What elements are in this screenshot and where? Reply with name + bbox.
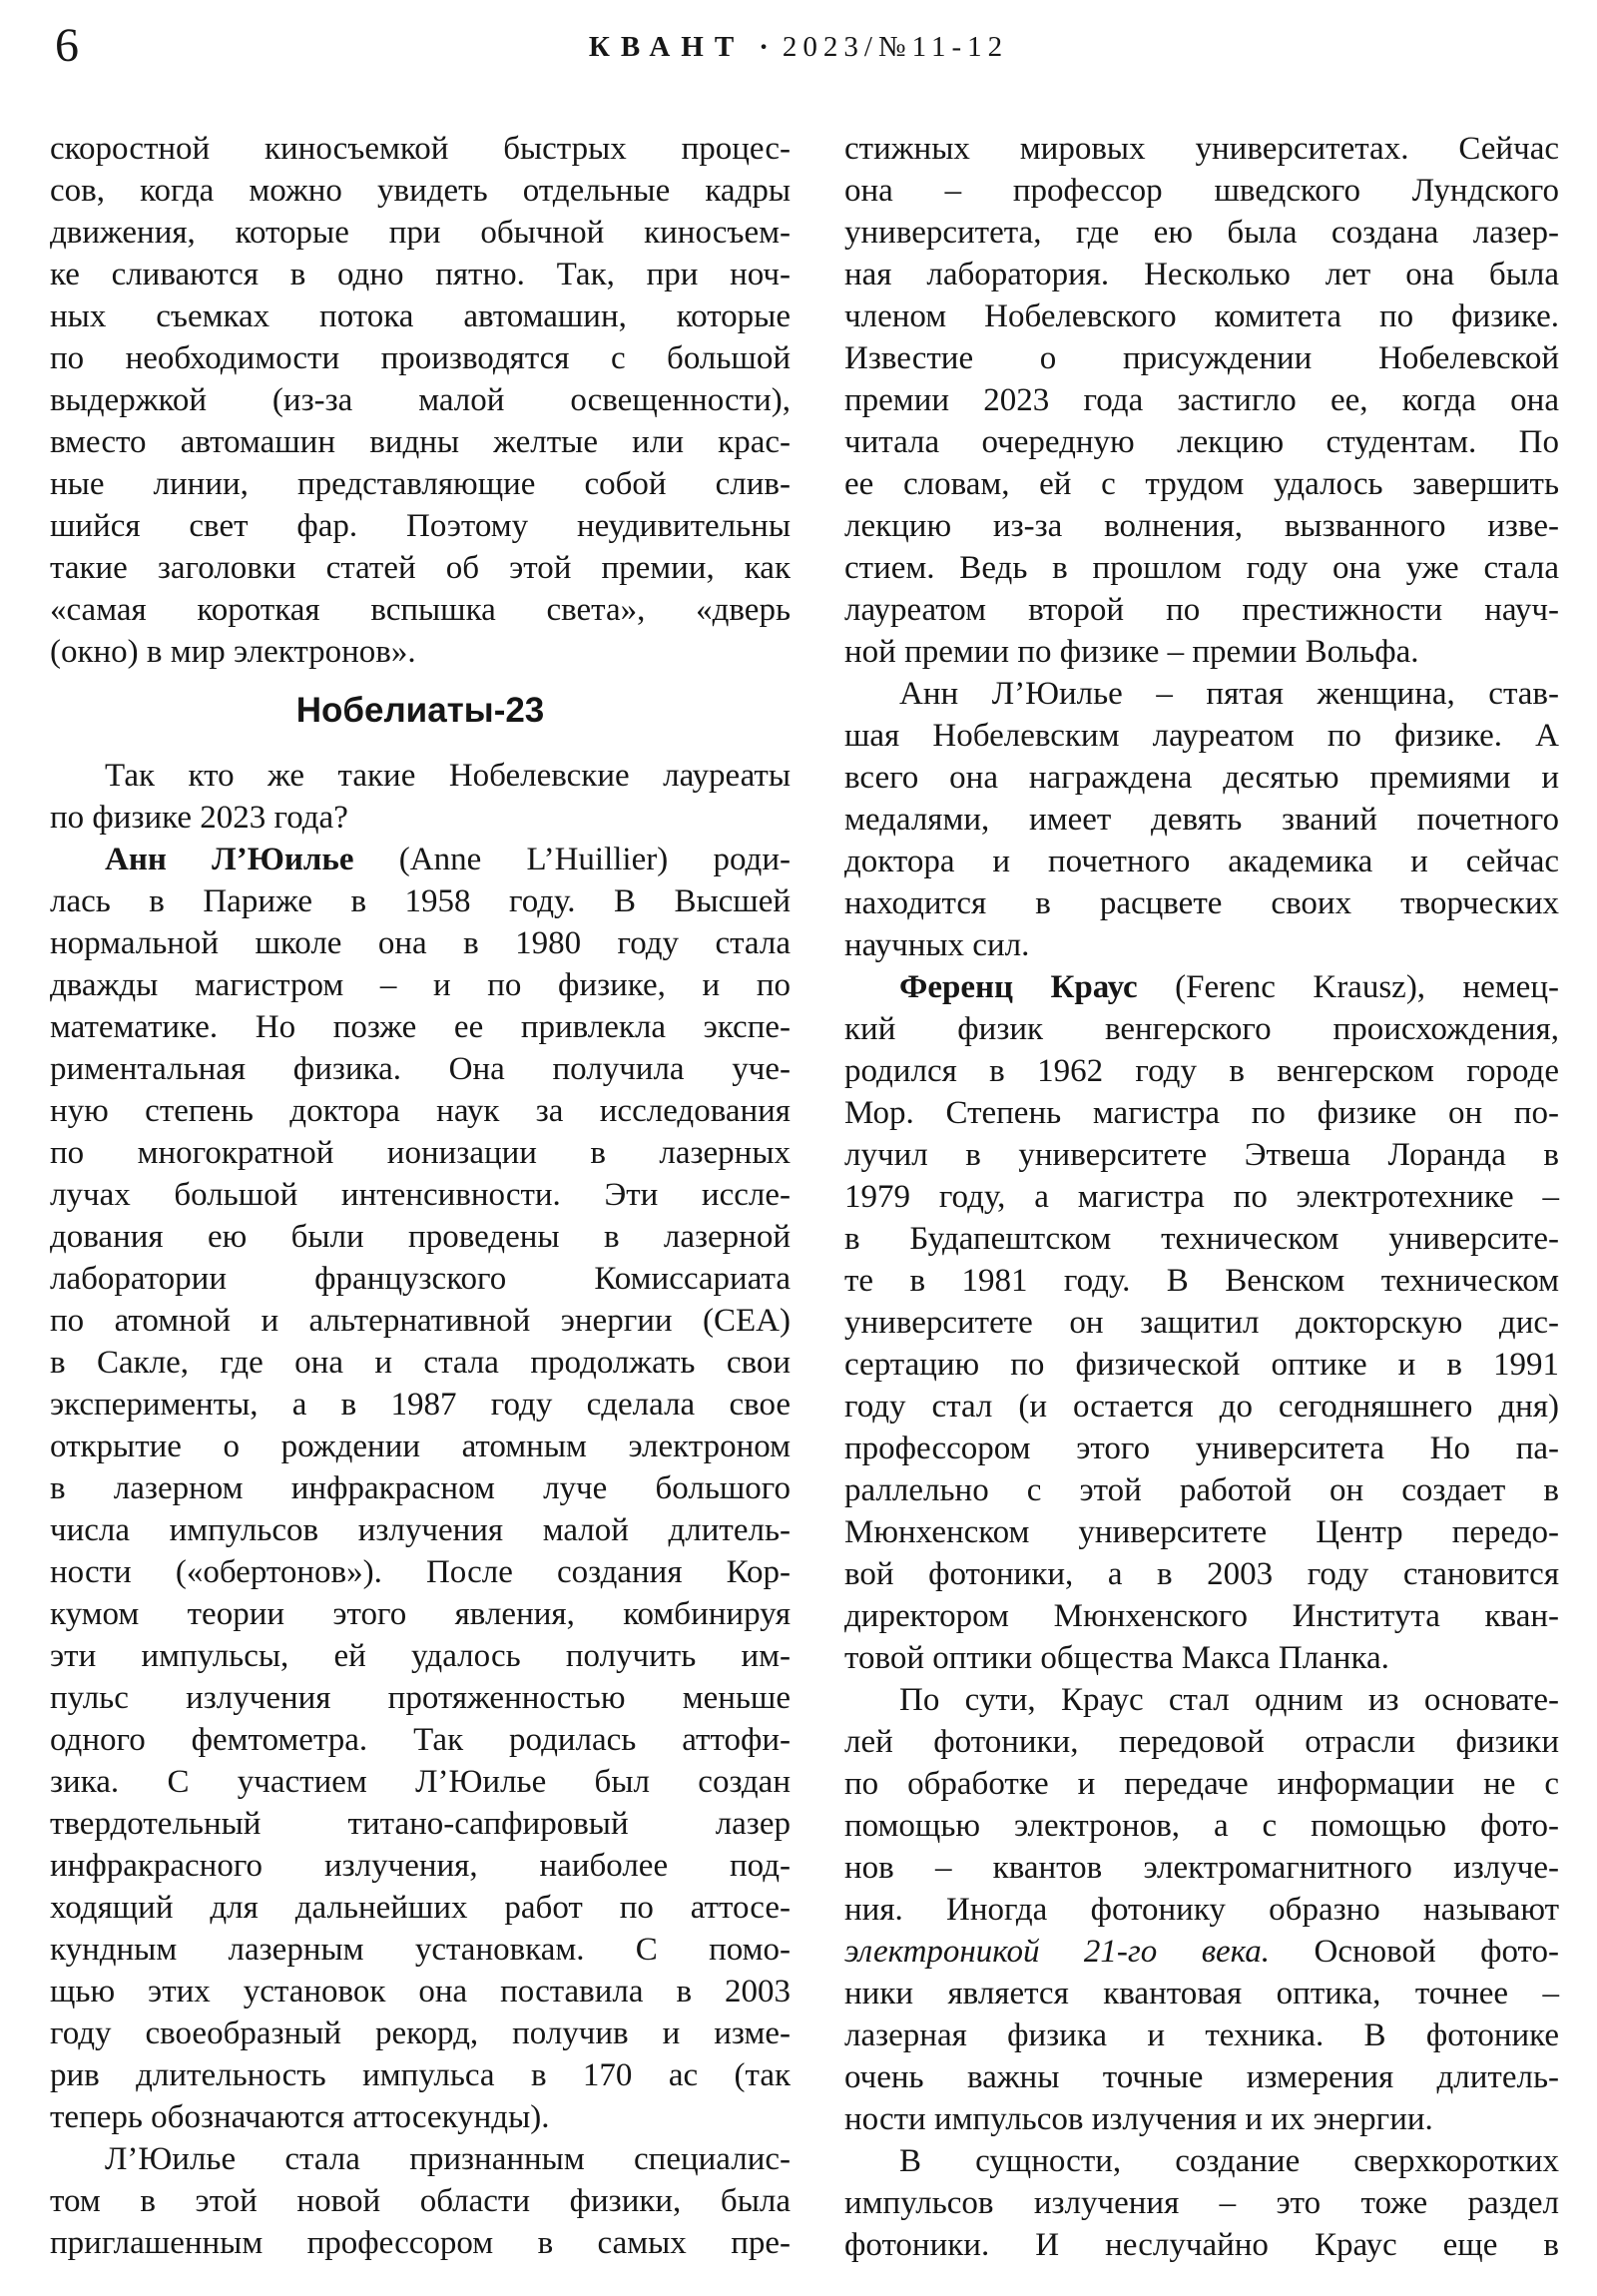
text-line: дважды магистром – и по физике, и по (50, 967, 791, 1003)
text-line: в Будапештском техническом университе- (844, 1221, 1559, 1257)
text-line: теперь обозначаются аттосекунды). (50, 2099, 550, 2135)
text-line: нов – квантов электромагнитного излуче- (844, 1850, 1559, 1886)
text-line: вой фотоники, а в 2003 году становится (844, 1556, 1559, 1592)
text-line: Мор. Степень магистра по физике он по- (844, 1095, 1559, 1131)
text-line: ные линии, представляющие собой слив- (50, 466, 791, 502)
text-line: лазерная физика и техника. В фотонике (844, 2017, 1559, 2053)
paragraph (844, 2140, 1559, 2266)
text-line: ности («обертонов»). После создания Кор- (50, 1554, 791, 1590)
running-title (0, 30, 1597, 65)
text-line: приглашенным профессором в самых пре- (50, 2225, 791, 2261)
text-line: ке сливаются в одно пятно. Так, при ноч- (50, 257, 791, 292)
text-line: (окно) в мир электронов». (50, 634, 416, 670)
text-line: по атомной и альтернативной энергии (CEA) (50, 1303, 791, 1339)
text-line: по физике 2023 года? (50, 800, 348, 836)
text-line: шая Нобелевским лауреатом по физике. А (844, 718, 1559, 754)
text-line: товой оптики общества Макса Планка. (844, 1640, 1389, 1676)
text-line: эти импульсы, ей удалось получить им- (50, 1638, 791, 1674)
text-line: рив длительность импульса в 170 ас (так (50, 2057, 791, 2093)
text-line: шийся свет фар. Поэтому неудивительны (50, 508, 791, 544)
right-column (844, 128, 1559, 2266)
text-line: электроникой 21-го века. Основой фото- (844, 1934, 1559, 1970)
paragraph (50, 755, 791, 839)
text-line: стижных мировых университетах. Сейчас (844, 131, 1559, 167)
text-line: фотоники. И неслучайно Краус еще в (844, 2227, 1559, 2263)
text-line: в Сакле, где она и стала продолжать свои (50, 1345, 791, 1381)
text-line: движения, которые при обычной киносъем- (50, 215, 791, 251)
text-line: находится в расцвете своих творческих (844, 885, 1559, 921)
text-line: раллельно с этой работой он создает в (844, 1472, 1559, 1508)
text-line: По сути, Краус стал одним из основате- (899, 1682, 1559, 1718)
text-line: Мюнхенском университете Центр передо- (844, 1514, 1559, 1550)
text-line: сов, когда можно увидеть отдельные кадры (50, 173, 791, 209)
text-line: щью этих установок она поставила в 2003 (50, 1974, 791, 2009)
paragraph (50, 128, 791, 673)
text-line: университете он защитил докторскую дис- (844, 1305, 1559, 1341)
text-line: том в этой новой области физики, была (50, 2183, 791, 2219)
text-line: лекцию из-за волнения, вызванного изве- (844, 508, 1559, 544)
text-line: директором Мюнхенского Института кван- (844, 1598, 1559, 1634)
text-line: году стал (и остается до сегодняшнего дня) (844, 1389, 1559, 1425)
text-line: твердотельный титано-сапфировый лазер (50, 1806, 791, 1842)
text-line: нормальной школе она в 1980 году стала (50, 925, 791, 961)
text-line: те в 1981 году. В Венском техническом (844, 1263, 1559, 1299)
text-line: по многократной ионизации в лазерных (50, 1135, 791, 1171)
text-line: вместо автомашин видны желтые или крас- (50, 424, 791, 460)
article-body (0, 128, 1597, 2266)
section-heading: Нобелиаты-23 (295, 691, 545, 730)
text-line: математике. Но позже ее привлекла экспе- (50, 1009, 791, 1045)
text-line: очень важны точные измерения длитель- (844, 2059, 1559, 2095)
text-line: лучил в университете Этвеша Лоранда в (844, 1137, 1559, 1173)
text-line: лауреатом второй по престижности науч- (844, 592, 1559, 628)
text-line: Ференц Краус (Ferenc Krausz), немец- (899, 969, 1559, 1005)
text-line: научных сил. (844, 927, 1030, 963)
left-column (50, 128, 791, 2266)
paragraph (844, 1679, 1559, 2140)
paragraph (844, 966, 1559, 1679)
text-line: импульсов излучения – это тоже раздел (844, 2185, 1559, 2221)
text-line: пульс излучения протяженностью меньше (50, 1680, 791, 1716)
text-line: эксперименты, а в 1987 году сделала свое (50, 1387, 791, 1423)
text-line: лась в Париже в 1958 году. В Высшей (50, 883, 791, 919)
text-line: открытие о рождении атомным электроном (50, 1429, 791, 1464)
journal-title: КВАНТ (588, 31, 746, 63)
text-line: Так кто же такие Нобелевские лауреаты (105, 758, 791, 794)
text-line: Известие о присуждении Нобелевской (844, 340, 1559, 376)
text-line: такие заголовки статей об этой премии, как (50, 550, 791, 586)
text-line: лаборатории французского Комиссариата (50, 1261, 791, 1297)
text-line: ее словам, ей с трудом удалось завершить (844, 466, 1559, 502)
text-line: ная лаборатория. Несколько лет она была (844, 257, 1559, 292)
text-line: зика. С участием Л’Юилье был создан (50, 1764, 791, 1800)
text-line: ния. Иногда фотонику образно называют (844, 1892, 1559, 1928)
text-line: выдержкой (из-за малой освещенности), (50, 382, 791, 418)
text-line: университета, где ею была создана лазер- (844, 215, 1559, 251)
text-line: ходящий для дальнейших работ по аттосе- (50, 1890, 791, 1926)
text-line: 1979 году, а магистра по электротехнике – (844, 1179, 1559, 1215)
text-line: году своеобразный рекорд, получив и изме- (50, 2015, 791, 2051)
text-line: кий физик венгерского происхождения, (844, 1011, 1559, 1047)
text-line: скоростной киносъемкой быстрых процес- (50, 131, 791, 167)
text-line: она – профессор шведского Лундского (844, 173, 1559, 209)
text-line: Анн Л’Юилье (Anne L’Huillier) роди- (105, 842, 791, 877)
text-line: помощью электронов, а с помощью фото- (844, 1808, 1559, 1844)
text-line: ники является квантовая оптика, точнее – (844, 1976, 1559, 2011)
text-line: числа импульсов излучения малой длитель- (50, 1512, 791, 1548)
text-line: «самая короткая вспышка света», «дверь (50, 592, 791, 628)
text-line: В сущности, создание сверхкоротких (899, 2143, 1559, 2179)
text-line: в лазерном инфракрасном луче большого (50, 1470, 791, 1506)
text-line: стием. Ведь в прошлом году она уже стала (844, 550, 1559, 586)
text-line: ной премии по физике – премии Вольфа. (844, 634, 1419, 670)
paragraph (844, 673, 1559, 966)
text-line: сертацию по физической оптике и в 1991 (844, 1347, 1559, 1383)
text-line: читала очередную лекцию студентам. По (844, 424, 1559, 460)
paragraph (50, 2138, 791, 2264)
text-line: ных съемках потока автомашин, которые (50, 298, 791, 334)
text-line: по необходимости производятся с большой (50, 340, 791, 376)
text-line: кундным лазерным установкам. С помо- (50, 1932, 791, 1968)
text-line: Анн Л’Юилье – пятая женщина, став- (899, 676, 1559, 712)
text-line: риментальная физика. Она получила уче- (50, 1051, 791, 1087)
paragraph (50, 839, 791, 2138)
paragraph (844, 128, 1559, 673)
text-line: премии 2023 года застигло ее, когда она (844, 382, 1559, 418)
text-line: инфракрасного излучения, наиболее под- (50, 1848, 791, 1884)
text-line: ности импульсов излучения и их энергии. (844, 2101, 1433, 2137)
text-line: кумом теории этого явления, комбинируя (50, 1596, 791, 1632)
text-line: ную степень доктора наук за исследования (50, 1093, 791, 1129)
text-line: по обработке и передаче информации не с (844, 1766, 1559, 1802)
text-line: доктора и почетного академика и сейчас (844, 844, 1559, 879)
text-line: лучах большой интенсивности. Эти иссле- (50, 1177, 791, 1213)
issue-number: 2023/№11-12 (782, 31, 1009, 63)
text-line: медалями, имеет девять званий почетного (844, 802, 1559, 838)
text-line: членом Нобелевского комитета по физике. (844, 298, 1559, 334)
text-line: Л’Юилье стала признанным специалис- (105, 2141, 791, 2177)
text-line: всего она награждена десятью премиями и (844, 760, 1559, 796)
page-number: 6 (55, 19, 79, 72)
header-separator: · (759, 31, 769, 63)
page-header (0, 0, 1597, 82)
text-line: одного фемтометра. Так родилась аттофи- (50, 1722, 791, 1758)
text-line: дования ею были проведены в лазерной (50, 1219, 791, 1255)
text-line: родился в 1962 году в венгерском городе (844, 1053, 1559, 1089)
text-line: профессором этого университета Но па- (844, 1431, 1559, 1466)
text-line: лей фотоники, передовой отрасли физики (844, 1724, 1559, 1760)
